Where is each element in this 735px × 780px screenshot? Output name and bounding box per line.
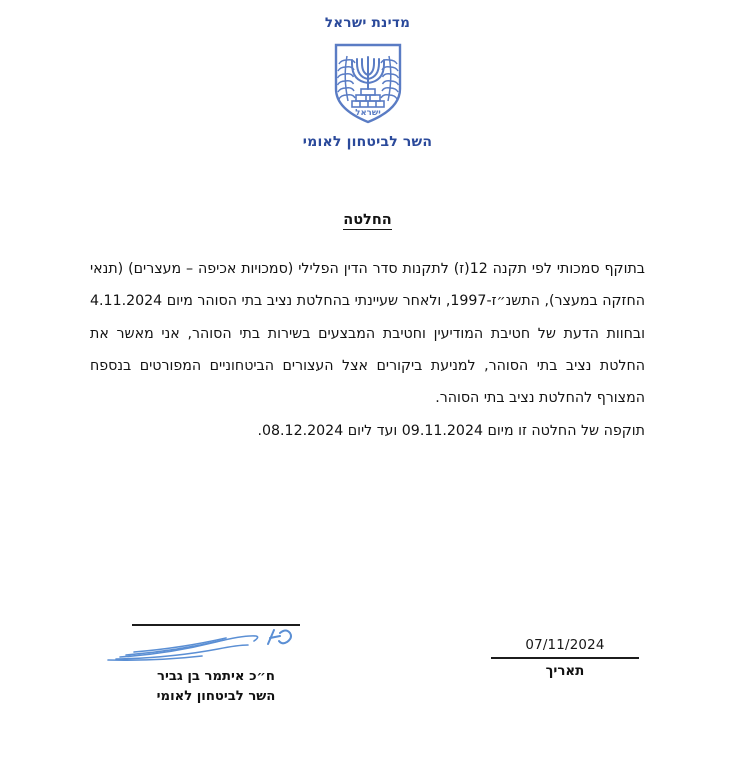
signatory-name: ח״כ איתמר בן גביר — [157, 669, 275, 684]
date-block — [470, 638, 660, 679]
ministry-title: השר לביטחון לאומי — [302, 133, 433, 150]
signature-rule — [132, 624, 300, 626]
body-paragraph-main: בתוקף סמכותי לפי תקנה 12(ז) לתקנות סדר הדין הפלילי (סמכויות אכיפה – מעצרים) (תנאי החזקה במעצר), התשנ״ז-1997, ולאחר שעיינתי בהחלטת נציב בתי הסוהר מיום 4.11.2024 ובחוות הדעת של חטיבת המודיעין וחטיבת המבצעים בשירות בתי הסוהר, אני מאשר את החלטת נציב בתי הסוהר, למניעת ביקורים אצל העצורים הביטחוניים המפורטים בנספח המצורף להחלטת נציב בתי הסוהר. — [90, 260, 646, 407]
document-body — [90, 253, 645, 447]
document-header — [0, 0, 735, 150]
decision-heading — [0, 212, 735, 228]
date-rule — [491, 657, 639, 659]
israel-state-emblem-icon — [322, 39, 414, 127]
decision-heading-text: החלטה — [343, 211, 392, 228]
signatory-role: השר לביטחון לאומי — [156, 688, 276, 704]
state-title: מדינת ישראל — [324, 15, 411, 31]
emblem-inscription: ישראל — [354, 107, 381, 118]
body-paragraph-validity: תוקפה של החלטה זו מיום 09.11.2024 ועד ליום 08.12.2024. — [257, 422, 645, 439]
signature-block — [98, 624, 334, 707]
signature-area — [0, 624, 735, 734]
date-value: 07/11/2024 — [525, 638, 605, 653]
handwritten-signature-icon — [98, 624, 334, 662]
date-label: תאריך — [545, 663, 585, 679]
